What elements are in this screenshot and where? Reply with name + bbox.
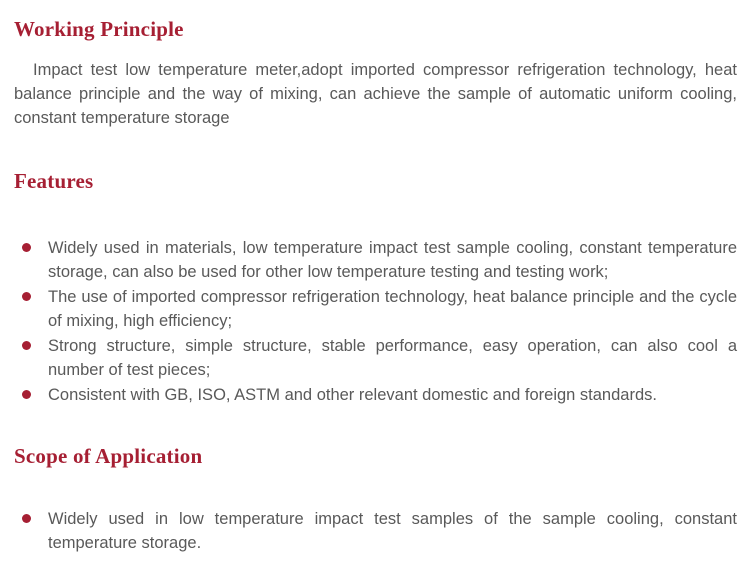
list-item	[14, 383, 737, 407]
scope-of-application-heading: Scope of Application	[14, 444, 203, 468]
working-principle-paragraph: Impact test low temperature meter,adopt imported compressor refrigeration technology, heat balance principle and the way of mixing, can achieve the sample of automatic uniform cooling, constant temperature storage	[14, 61, 737, 127]
document	[0, 16, 750, 555]
section-working-principle	[14, 16, 737, 130]
list-item	[14, 334, 737, 382]
bullet-icon	[22, 390, 31, 399]
list-item-text: The use of imported compressor refrigeration technology, heat balance principle and the cycle of mixing, high efficiency;	[48, 288, 737, 330]
bullet-icon	[22, 292, 31, 301]
list-item	[14, 236, 737, 284]
features-list	[14, 236, 737, 407]
list-item-text: Widely used in low temperature impact test samples of the sample cooling, constant temperature storage.	[48, 510, 737, 552]
section-features	[14, 168, 737, 407]
bullet-icon	[22, 243, 31, 252]
list-item-text: Consistent with GB, ISO, ASTM and other relevant domestic and foreign standards.	[48, 386, 657, 404]
list-item	[14, 285, 737, 333]
working-principle-heading: Working Principle	[14, 17, 184, 41]
bullet-icon	[22, 341, 31, 350]
features-heading: Features	[14, 169, 94, 193]
scope-list	[14, 507, 737, 555]
list-item-text: Widely used in materials, low temperature impact test sample cooling, constant temperature storage, can also be used for other low temperature testing and testing work;	[48, 239, 737, 281]
list-item-text: Strong structure, simple structure, stable performance, easy operation, can also cool a number of test pieces;	[48, 337, 737, 379]
bullet-icon	[22, 514, 31, 523]
list-item	[14, 507, 737, 555]
section-scope-of-application	[14, 443, 737, 555]
